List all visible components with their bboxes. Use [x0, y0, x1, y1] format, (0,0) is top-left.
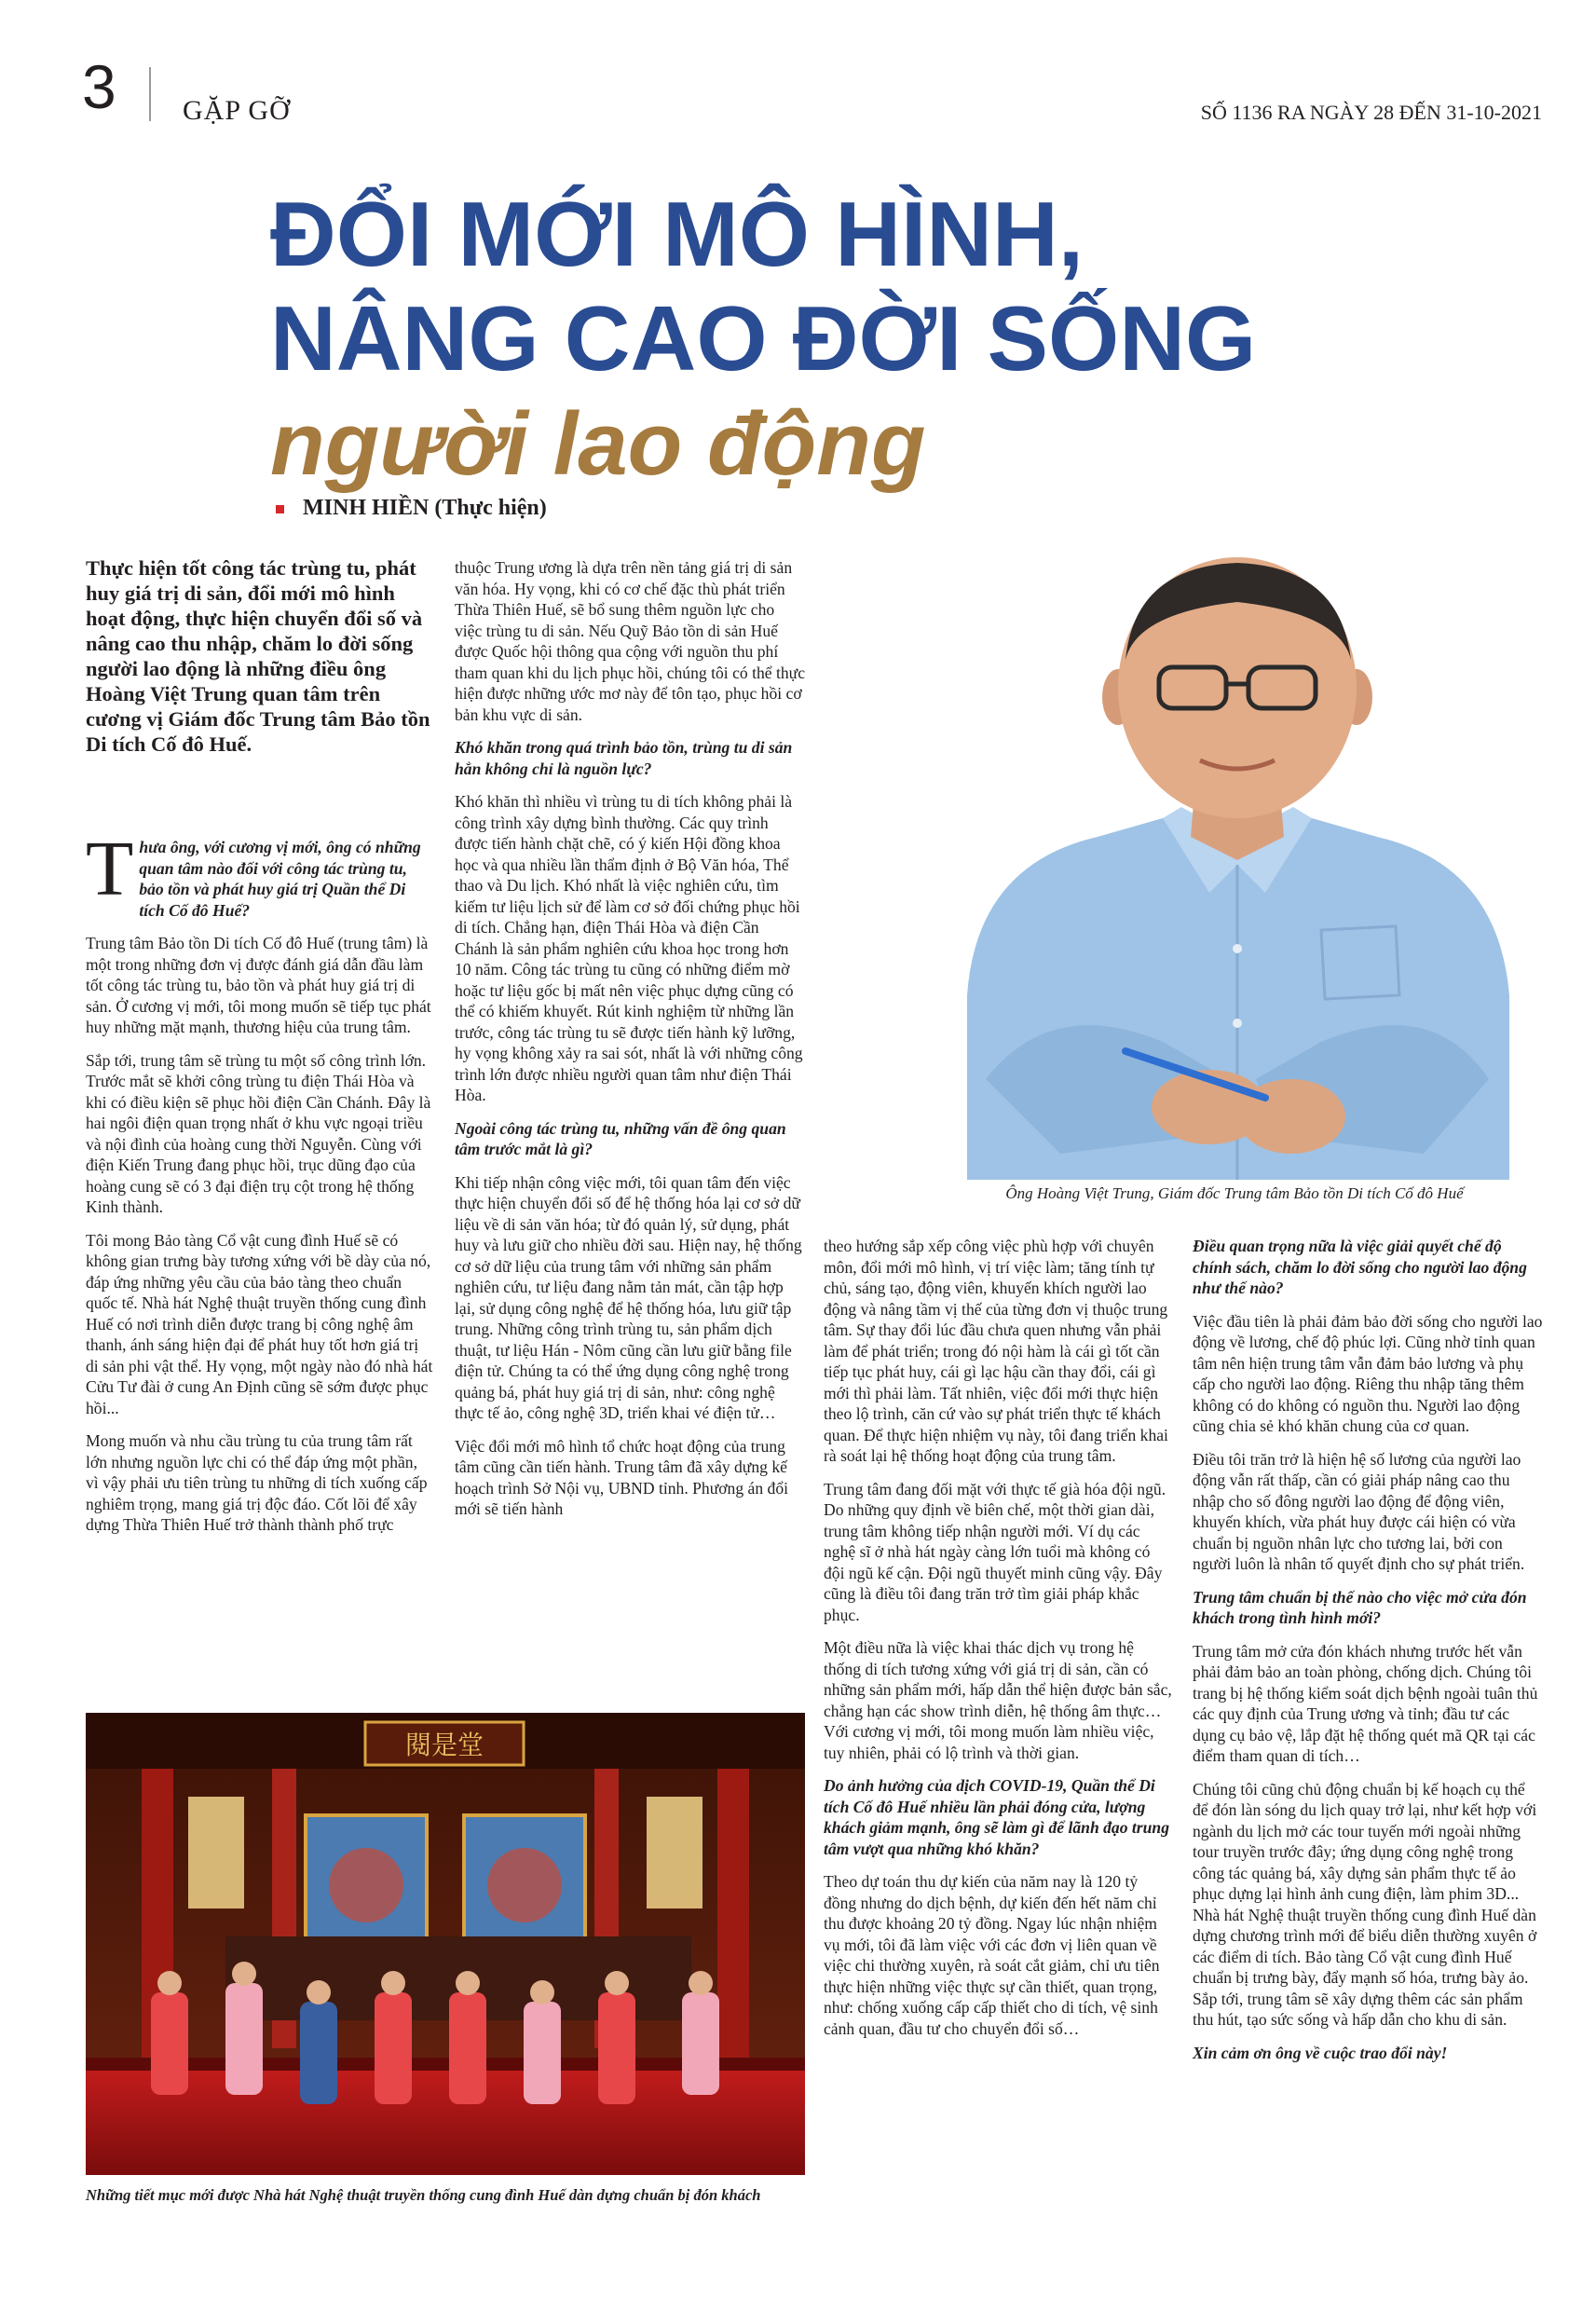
paragraph: Trung tâm Bảo tồn Di tích Cố đô Huế (trung tâm) là một trong những đơn vị được đánh giá dẫn đầu làm tốt công tác trùng tu, bảo tồn và phát huy giá trị di sản. Ở cương vị mới, tôi mong muốn sẽ tiếp tục phát huy những mặt mạnh, thương hiệu của trung tâm.: [86, 934, 431, 1036]
paragraph: thuộc Trung ương là dựa trên nền tảng giá trị di sản văn hóa. Hy vọng, khi có cơ chế đặc thù phát triển Thừa Thiên Huế, sẽ bổ sung thêm nguồn lực cho việc trùng tu di sản. Nếu Quỹ Bảo tồn di sản Huế được Quốc hội thông qua cộng với nguồn thu phí tham quan khi du lịch phục hồi, chúng tôi có thể thực hiện được những ước mơ này để tôn tạo, phục hồi cơ bản khu vực di sản.: [455, 558, 805, 724]
issue-info: SỐ 1136 RA NGÀY 28 ĐẾN 31-10-2021: [1200, 101, 1542, 124]
headline-line-3: người lao động: [270, 394, 926, 494]
portrait-illustration: [930, 557, 1547, 1180]
paragraph: Mong muốn và nhu cầu trùng tu của trung tâm rất lớn nhưng nguồn lực chi có thể đáp ứng một phần, vì vậy phải ưu tiên trùng tu những di tích xuống cấp nghiêm trọng, mang giá trị độc đáo. Cốt lõi để xây dựng Thừa Thiên Huế trở thành thành phố trực: [86, 1431, 428, 1534]
column-3: [824, 1236, 1174, 2051]
headline-line-2: NÂNG CAO ĐỜI SỐNG: [270, 287, 1257, 390]
column-1: [86, 826, 434, 1548]
paragraph: Việc đầu tiên là phải đảm bảo đời sống cho người lao động về lương, chế độ phúc lợi. Cũng nhờ tỉnh quan tâm nên hiện trung tâm vẫn đảm bảo lương và phụ cấp cho người lao động. Riêng thu nhập tăng thêm không có do không có nguồn thu. Người lao động cũng chia sẻ khó khăn chung của cơ quan.: [1193, 1311, 1543, 1435]
headline-line-1: ĐỔI MỚI MÔ HÌNH,: [270, 183, 1084, 285]
question-5: Điều quan trọng nữa là việc giải quyết chế độ chính sách, chăm lo đời sống cho người lao động như thế nào?: [1193, 1237, 1527, 1297]
question-6: Trung tâm chuẩn bị thế nào cho việc mở cửa đón khách trong tình hình mới?: [1193, 1587, 1527, 1627]
column-2: [455, 557, 805, 1532]
paragraph: Chúng tôi cũng chủ động chuẩn bị kế hoạch cụ thể để đón làn sóng du lịch quay trở lại, như kết hợp với ngành du lịch mở các tour tuyến mới ngoài những tour truyền trước đây; ứng dụng công nghệ trong công tác quảng bá, xây dựng sản phẩm thực tế ảo phục dựng lại hình ảnh cung điện, làm phim 3D... Nhà hát Nghệ thuật truyền thống cung đình Huế dàn dựng chương trình mới để biểu diễn thường xuyên ở các điểm di tích. Bảo tàng Cổ vật cung đình Huế chuẩn bị trưng bày, đẩy mạnh số hóa, trưng bày ảo. Sắp tới, trung tâm sẽ xây dựng thêm các sản phẩm thu hút, tạo sức sống và hấp dẫn cho khu di sản.: [1193, 1779, 1537, 2029]
page-number: 3: [82, 52, 116, 121]
stage-illustration: [86, 1713, 805, 2175]
stage-sign: 閱是堂: [404, 1730, 484, 1760]
headline: [270, 182, 1556, 499]
paragraph: Việc đổi mới mô hình tổ chức hoạt động của trung tâm cũng cần tiến hành. Trung tâm đã xây dựng kế hoạch trình Sở Nội vụ, UBND tỉnh. Phương án đổi mới sẽ tiến hành: [455, 1436, 789, 1518]
drop-cap: T: [86, 826, 134, 912]
section-name: GẶP GỠ: [183, 95, 291, 126]
paragraph: Trung tâm mở cửa đón khách nhưng trước hết vẫn phải đảm bảo an toàn phòng, chống dịch. Chúng tôi trang bị hệ thống kiểm soát dịch bệnh ngoài tuân thủ các quy định của Trung ương và tỉnh; đầu tư các dụng cụ bảo vệ, lắp đặt hệ thống quét mã QR tại các điểm tham quan di tích…: [1193, 1641, 1538, 1765]
stage-caption: Những tiết mục mới được Nhà hát Nghệ thuật truyền thống cung đình Huế dàn dựng chuẩn bị đón khách: [86, 2186, 761, 2204]
paragraph: Trung tâm đang đối mặt với thực tế già hóa đội ngũ. Do những quy định về biên chế, một thời gian dài, trung tâm không tiếp nhận người mới. Ví dụ các nghệ sĩ ở nhà hát ngày càng lớn tuổi mà không có đội ngũ kế cận. Đội ngũ thuyết minh cũng vậy. Đây cũng là điều tôi đang trăn trở tìm giải pháp khắc phục.: [824, 1479, 1166, 1624]
paragraph: Khó khăn thì nhiều vì trùng tu di tích không phải là công trình xây dựng bình thường. Các quy trình được tiến hành chặt chẽ, có ý kiến Hội đồng khoa học và qua nhiều lần thẩm định ở Bộ Văn hóa, Thể thao và Du lịch. Khó nhất là việc nghiên cứu, tìm kiếm tư liệu lịch sử để làm cơ sở đối chứng phục hồi di tích. Chẳng hạn, điện Thái Hòa và điện Cần Chánh là sản phẩm nghiên cứu khoa học trong hơn 10 năm. Công tác trùng tu cũng có những điểm mờ hoặc tư liệu gốc bị mất nên việc phục dựng cũng có thể có khiếm khuyết. Rút kinh nghiệm từ những lần trước, công tác trùng tu sẽ được tiến hành kỹ lưỡng, hy vọng không xảy ra sai sót, nhất là với những công trình lớn được nhiều người quan tâm như điện Thái Hòa.: [455, 792, 803, 1104]
paragraph: Điều tôi trăn trở là hiện hệ số lương của người lao động vẫn rất thấp, cần có giải pháp nâng cao thu nhập cho số đông người lao động để động viên, khuyến khích, vừa phát huy được cái hiện có vừa chuẩn bị nguồn nhân lực cho tương lai, bởi con người luôn là nhân tố quyết định cho sự phát triển.: [1193, 1449, 1525, 1573]
byline-text: MINH HIỀN (Thực hiện): [303, 496, 547, 520]
paragraph: Theo dự toán thu dự kiến của năm nay là 120 tỷ đồng nhưng do dịch bệnh, dự kiến đến hết năm chỉ thu được khoảng 20 tỷ đồng. Ngay lúc nhận nhiệm vụ mới, tôi đã làm việc với các đơn vị liên quan về việc chi thường xuyên, rà soát cắt giảm, chỉ ưu tiên thực hiện những việc thực sự cần thiết, quan trọng, như: chống xuống cấp cấp thiết cho di tích, vệ sinh cảnh quan, đầu tư cho chuyển đổi số…: [824, 1872, 1160, 2038]
paragraph: theo hướng sắp xếp công việc phù hợp với chuyên môn, đổi mới mô hình, vị trí việc làm; tăng tính tự chủ, sáng tạo, động viên, khuyến khích người lao động và nâng tầm vị thế của từng đơn vị thuộc trung tâm. Sự thay đổi lúc đầu chưa quen nhưng vẫn phải làm để phát triển; trong đó nội hàm là cái gì tốt cần tiếp tục phát huy, cái gì lạc hậu cần thay đổi, cái gì mới thì phải làm. Tất nhiên, việc đổi mới thực hiện theo lộ trình, căn cứ vào sự phát triển thực tế khách quan. Để thực hiện nhiệm vụ này, tôi đang triển khai rà soát lại hệ thống hoạt động của trung tâm.: [824, 1237, 1168, 1465]
paragraph: Khi tiếp nhận công việc mới, tôi quan tâm đến việc thực hiện chuyển đổi số để hệ thống hóa lại cơ sở dữ liệu về di sản văn hóa; từ đó quản lý, sử dụng, phát huy và lưu giữ cho nhiều đời sau. Hiện nay, hệ thống cơ sở dữ liệu của trung tâm với những sản phẩm nghiên cứu, tư liệu đang nằm tản mát, cần tập hợp lại, sử dụng công nghệ để hệ thống hóa, lưu giữ tập trung. Những công trình trùng tu, sản phẩm dịch thuật, tư liệu Hán - Nôm cũng cần lưu giữ bằng file điện tử. Chúng ta có thể ứng dụng công nghệ trong quảng bá, phát huy giá trị di sản, như: công nghệ thực tế ảo, công nghệ 3D, triển khai vé điện tử…: [455, 1172, 802, 1422]
paragraph: Tôi mong Bảo tàng Cổ vật cung đình Huế sẽ có không gian trưng bày tương xứng với bề dày của nó, đáp ứng những yêu cầu của bảo tàng theo chuẩn quốc tế. Nhà hát Nghệ thuật truyền thống cung đình Huế có nơi trình diễn được trang bị công nghệ âm thanh, ánh sáng hiện đại để phát huy tốt hơn giá trị di sản phi vật thể. Hy vọng, một ngày nào đó nhà hát Cửu Tư đài ở cung An Định cũng sẽ sớm được phục hồi...: [86, 1230, 433, 1417]
bullet-icon: [276, 505, 284, 513]
question-3: Ngoài công tác trùng tu, những vấn đề ông quan tâm trước mắt là gì?: [455, 1118, 786, 1158]
question-1: [86, 826, 434, 921]
portrait-caption: Ông Hoàng Việt Trung, Giám đốc Trung tâm Bảo tồn Di tích Cố đô Huế: [1005, 1184, 1464, 1202]
question-2: Khó khăn trong quá trình bảo tồn, trùng tu di sản hẳn không chỉ là nguồn lực?: [455, 738, 793, 778]
question-4: Do ảnh hưởng của dịch COVID-19, Quần thể Di tích Cố đô Huế nhiều lần phải đóng cửa, lượng khách giảm mạnh, ông sẽ làm gì để lãnh đạo trung tâm vượt qua những khó khăn?: [824, 1776, 1170, 1858]
byline: [276, 496, 547, 521]
stage-photo: [86, 1713, 805, 2175]
paragraph: Một điều nữa là việc khai thác dịch vụ trong hệ thống di tích tương xứng với giá trị di sản, cần có những sản phẩm mới, hấp dẫn thể hiện được bản sắc, chẳng hạn các show trình diễn, hệ thống âm thực… Với cương vị mới, tôi mong muốn làm nhiều việc, tuy nhiên, phải có lộ trình và thời gian.: [824, 1638, 1172, 1762]
portrait-photo: [930, 557, 1547, 1180]
question-1-text: hưa ông, với cương vị mới, ông có những quan tâm nào đối với công tác trùng tu, bảo tồn và phát huy giá trị Quần thể Di tích Cố đô Huế?: [139, 838, 421, 920]
paragraph: Sắp tới, trung tâm sẽ trùng tu một số công trình lớn. Trước mắt sẽ khởi công trùng tu điện Thái Hòa và khi có điều kiện sẽ phục hồi điện Cần Chánh. Đây là hai ngôi điện quan trọng nhất ở khu vực ngoại triều và nội đình của hoàng cung thời Nguyễn. Cùng với điện Kiến Trung đang phục hồi, trục dũng đạo của hoàng cung sẽ có 3 đại điện trụ cột trong hệ thống Kinh thành.: [86, 1050, 431, 1216]
column-4: [1193, 1236, 1543, 2075]
header-divider: [149, 67, 151, 121]
closing-line: Xin cảm ơn ông về cuộc trao đổi này!: [1193, 2043, 1448, 2062]
lead-paragraph: Thực hiện tốt công tác trùng tu, phát huy giá trị di sản, đổi mới mô hình hoạt động, thực hiện chuyển đổi số và nâng cao thu nhập, chăm lo đời sống người lao động là những điều ông Hoàng Việt Trung quan tâm trên cương vị Giám đốc Trung tâm Bảo tồn Di tích Cố đô Huế.: [86, 556, 430, 756]
